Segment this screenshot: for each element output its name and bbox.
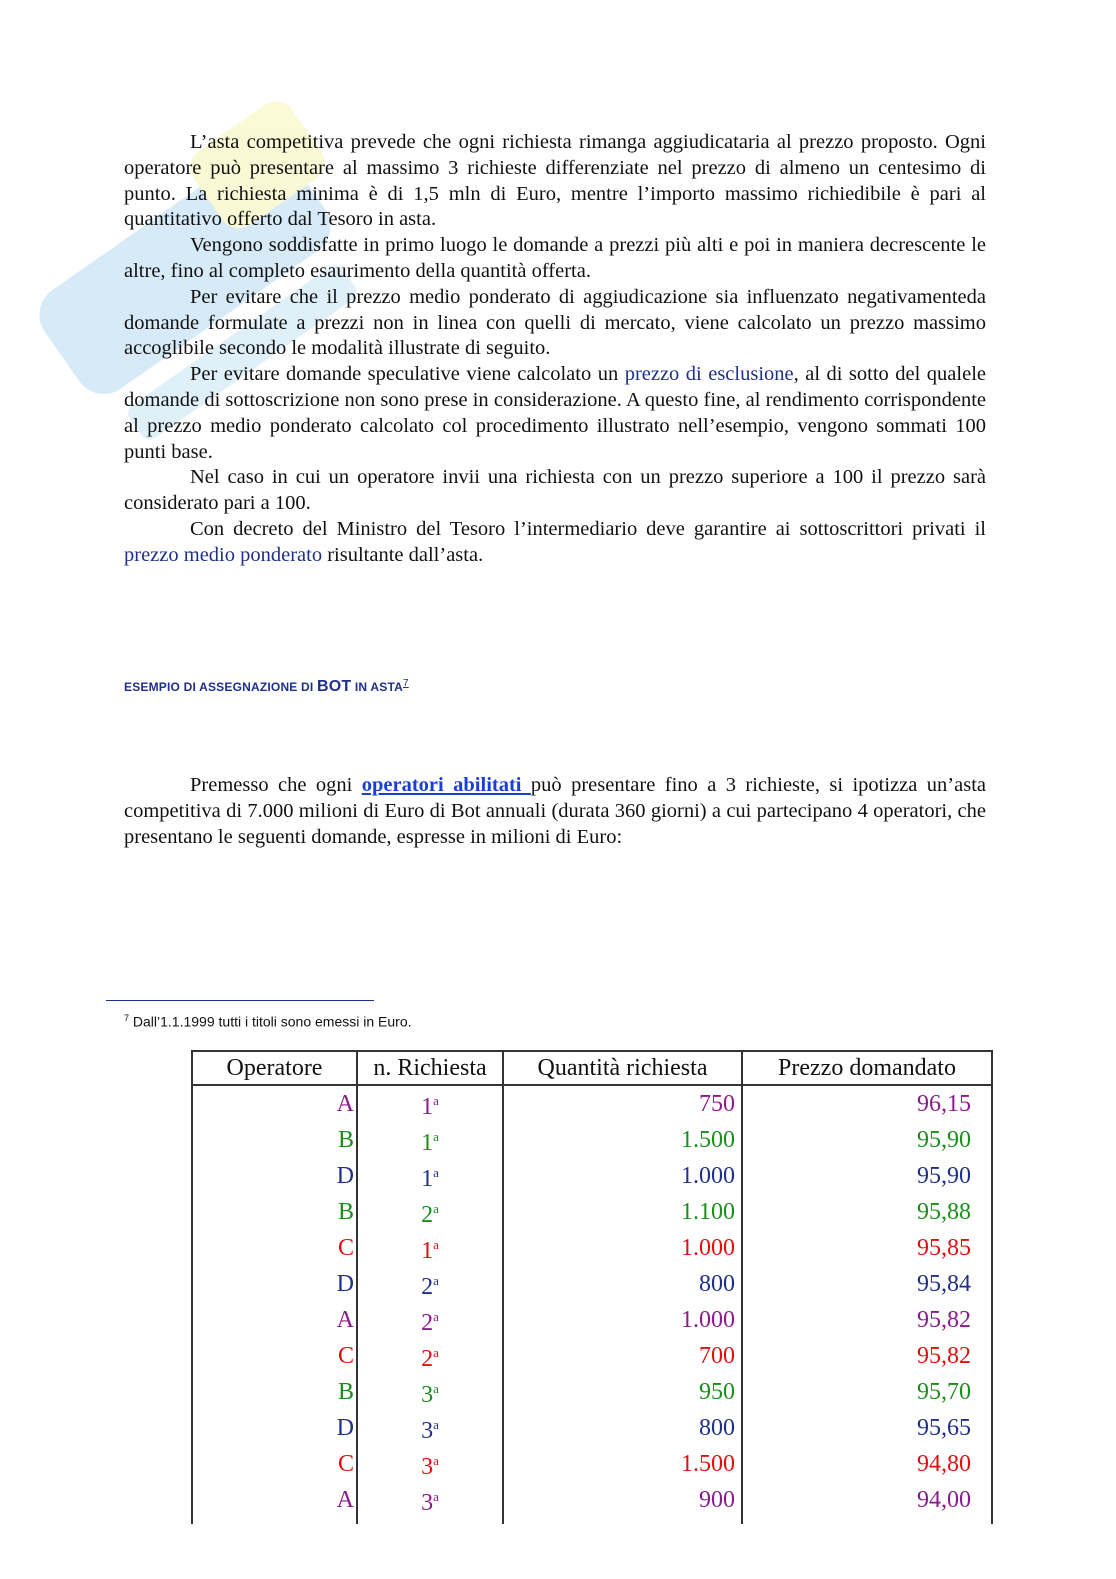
- cell-operatore: D: [192, 1158, 357, 1194]
- table-row: [192, 1446, 992, 1482]
- cell-operatore: A: [192, 1482, 357, 1524]
- table-row: [192, 1230, 992, 1266]
- cell-prezzo: 94,80: [742, 1446, 992, 1482]
- table-row: [192, 1410, 992, 1446]
- table-row: [192, 1194, 992, 1230]
- cell-operatore: B: [192, 1122, 357, 1158]
- cell-richiesta: 3$^a$: [357, 1446, 503, 1482]
- cell-quantita: 1.000: [503, 1158, 742, 1194]
- table-header-row: [192, 1051, 992, 1085]
- paragraph: Con decreto del Ministro del Tesoro l’intermediario deve garantire ai sottoscrittori privati il prezzo medio ponderato risultante dall’asta.: [124, 517, 986, 566]
- cell-richiesta: 1$^a$: [357, 1085, 503, 1122]
- table-row: [192, 1085, 992, 1122]
- header-prezzo: Prezzo domandato: [742, 1051, 992, 1085]
- cell-richiesta: 2$^a$: [357, 1266, 503, 1302]
- cell-prezzo: 95,88: [742, 1194, 992, 1230]
- cell-quantita: 700: [503, 1338, 742, 1374]
- cell-quantita: 800: [503, 1410, 742, 1446]
- footnote-ref[interactable]: 7: [402, 678, 409, 689]
- header-operatore: Operatore: [192, 1051, 357, 1085]
- footnote-number: 7: [124, 1013, 130, 1023]
- table-row: [192, 1338, 992, 1374]
- paragraph: L’asta competitiva prevede che ogni richiesta rimanga aggiudicataria al prezzo proposto. Ogni operatore può presentare al massimo 3 richieste differenziate nel prezzo di almeno un centesimo di punto. La richiesta minima è di 1,5 mln di Euro, mentre l’importo massimo richiedibile è pari al quantitativo offerto dal Tesoro in asta.: [124, 131, 986, 231]
- cell-prezzo: 95,84: [742, 1266, 992, 1302]
- cell-quantita: 1.500: [503, 1446, 742, 1482]
- cell-richiesta: 3$^a$: [357, 1374, 503, 1410]
- footnote-text: Dall’1.1.1999 tutti i titoli sono emessi in Euro.: [129, 1013, 412, 1030]
- cell-prezzo: 95,70: [742, 1374, 992, 1410]
- cell-operatore: B: [192, 1194, 357, 1230]
- premise-text: Premesso che ogni operatori abilitati può presentare fino a 3 richieste, si ipotizza un’asta competitiva di 7.000 milioni di Euro di Bot annuali (durata 360 giorni) a cui partecipano 4 operatori, che presentano le seguenti domande, espresse in milioni di Euro:: [124, 774, 986, 848]
- table-row: [192, 1158, 992, 1194]
- cell-quantita: 1.000: [503, 1302, 742, 1338]
- cell-richiesta: 2$^a$: [357, 1338, 503, 1374]
- header-quantita: Quantità richiesta: [503, 1051, 742, 1085]
- cell-operatore: A: [192, 1085, 357, 1122]
- cell-operatore: C: [192, 1338, 357, 1374]
- term-prezzo-di-esclusione: prezzo di esclusione: [624, 363, 794, 386]
- cell-quantita: 1.000: [503, 1230, 742, 1266]
- paragraph: Per evitare che il prezzo medio ponderato di aggiudicazione sia influenzato negativamenteda domande formulate a prezzi non in linea con quelli di mercato, viene calcolato un prezzo massimo accoglibile secondo le modalità illustrate di seguito.: [124, 285, 986, 360]
- bids-table: [191, 1050, 993, 1524]
- cell-prezzo: 95,82: [742, 1338, 992, 1374]
- cell-richiesta: 3$^a$: [357, 1482, 503, 1524]
- cell-operatore: A: [192, 1302, 357, 1338]
- cell-richiesta: 2$^a$: [357, 1194, 503, 1230]
- cell-richiesta: 1$^a$: [357, 1122, 503, 1158]
- footnote-separator: [106, 1000, 374, 1001]
- table-row: [192, 1266, 992, 1302]
- table-row: [192, 1122, 992, 1158]
- cell-prezzo: 95,82: [742, 1302, 992, 1338]
- cell-prezzo: 94,00: [742, 1482, 992, 1524]
- paragraph: Per evitare domande speculative viene calcolato un prezzo di esclusione, al di sotto del qualele domande di sottoscrizione non sono prese in considerazione. A questo fine, al rendimento corrispondente al prezzo medio ponderato calcolato col procedimento illustrato nell’esempio, vengono sommati 100 punti base.: [124, 363, 986, 463]
- cell-operatore: C: [192, 1230, 357, 1266]
- cell-prezzo: 95,65: [742, 1410, 992, 1446]
- cell-operatore: D: [192, 1266, 357, 1302]
- cell-operatore: B: [192, 1374, 357, 1410]
- cell-quantita: 1.500: [503, 1122, 742, 1158]
- cell-quantita: 750: [503, 1085, 742, 1122]
- term-prezzo-medio-ponderato: prezzo medio ponderato: [124, 543, 323, 566]
- cell-richiesta: 1$^a$: [357, 1158, 503, 1194]
- header-richiesta: n. Richiesta: [357, 1051, 503, 1085]
- cell-prezzo: 95,85: [742, 1230, 992, 1266]
- cell-quantita: 800: [503, 1266, 742, 1302]
- cell-quantita: 1.100: [503, 1194, 742, 1230]
- table-row: [192, 1482, 992, 1524]
- paragraph: Vengono soddisfatte in primo luogo le domande a prezzi più alti e poi in maniera decrescente le altre, fino al completo esaurimento della quantità offerta.: [124, 234, 986, 282]
- operatori-abilitati-link[interactable]: operatori abilitati: [361, 774, 531, 796]
- cell-richiesta: 2$^a$: [357, 1302, 503, 1338]
- cell-prezzo: 95,90: [742, 1122, 992, 1158]
- cell-operatore: D: [192, 1410, 357, 1446]
- cell-richiesta: 1$^a$: [357, 1230, 503, 1266]
- footnote: [124, 1013, 412, 1030]
- table-row: [192, 1374, 992, 1410]
- cell-quantita: 950: [503, 1374, 742, 1410]
- cell-prezzo: 95,90: [742, 1158, 992, 1194]
- cell-quantita: 900: [503, 1482, 742, 1524]
- cell-operatore: C: [192, 1446, 357, 1482]
- cell-richiesta: 3$^a$: [357, 1410, 503, 1446]
- paragraph: Nel caso in cui un operatore invii una richiesta con un prezzo superiore a 100 il prezzo sarà considerato pari a 100.: [124, 466, 986, 515]
- body-text: [124, 130, 986, 569]
- cell-prezzo: 96,15: [742, 1085, 992, 1122]
- table-row: [192, 1302, 992, 1338]
- section-heading: ESEMPIO DI ASSEGNAZIONE DI BOT IN ASTA$^7$: [124, 678, 409, 695]
